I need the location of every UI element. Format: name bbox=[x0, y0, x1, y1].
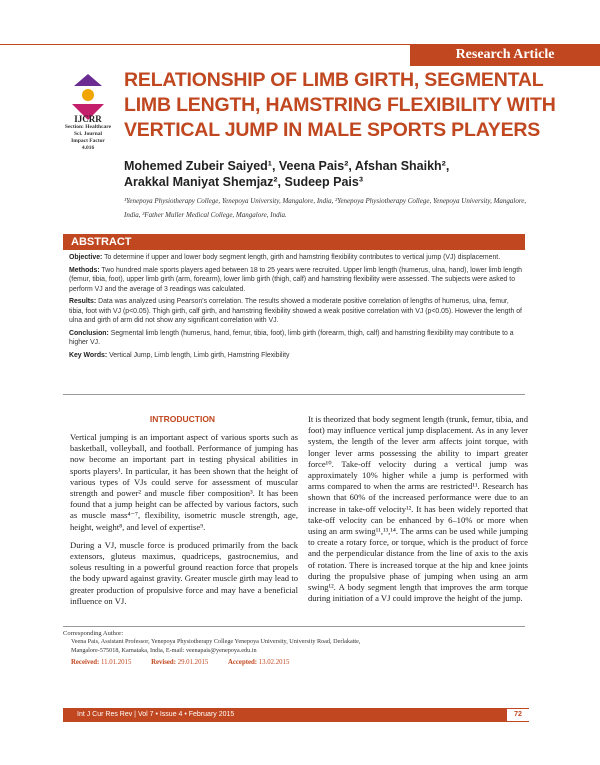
paragraph: During a VJ, muscle force is produced primarily from the back extensors, gluteus maximus, quadriceps, gastrocnemius, and soleus resulting in a powerful ground reaction force that propels the body upward against gravity. Greater muscle girth may lead to greater production of propulsive force and may have a beneficial influence on VJ. bbox=[70, 539, 298, 606]
correspondence-line-2: Mangalore-575018, Karnataka, India, E-mail: veenapais@yenepoya.edu.in bbox=[71, 647, 257, 654]
accepted-label: Accepted: bbox=[227, 659, 258, 666]
abstract-body bbox=[69, 253, 525, 363]
journal-sidebar bbox=[60, 114, 116, 152]
authors-line-2: Arakkal Maniyat Shemjaz², Sudeep Pais³ bbox=[124, 175, 363, 189]
paragraph: It is theorized that body segment length (trunk, femur, tibia, and foot) may influence vertical jump displacement. As in any lever system, the length of the lever arm affects joint torque, with longer lever arms possessing the ability to impart greater force¹⁰. Take-off velocity during a vertical jump was approximately 10% higher while a jump is performed with arms compared to when the arms are restricted¹¹. Research has shown that 60% of the increased performance were due to an increase in take-off velocity¹². It has been widely reported that take-off velocity can be enhanced by 6–10% or more when using an arm swing¹¹,¹³,¹⁴. The arms can be used while jumping to create a rotary force, or torque, which is the product of force and the perpendicular distance from the line of axis to the axis of rotation. There is increased torque at the hip and knee joints during the propulsive phase of jumping when using an arm swing¹². A body segment length that improves the arm torque during initiation of a VJ could improve the height of the jump. bbox=[308, 414, 528, 604]
article-type-badge: Research Article bbox=[410, 44, 600, 66]
abstract-methods: Methods: Two hundred male sports players aged between 18 to 25 years were recruited. Upper limb length (humerus, ulna, hand), lower limb length (femur, tibia, foot), upper limb girth (arm, forearm), lower limb girth (thigh, calf) and hamstring flexibility were assessed. The subjects were asked to perform VJ and the average of 3 readings was calculated. bbox=[69, 266, 522, 293]
article-dates bbox=[63, 659, 525, 666]
affiliations: ¹Yenepoya Physiotherapy College, Yenepoya University, Mangalore, India, ²Yenepoya Physiotherapy College, Yenepoya University, Mangalore, India, ³Father Muller Medical College, Mangalore, India. bbox=[124, 197, 527, 219]
correspondence-line-1: Veena Pais, Assistant Professor, Yenepoya Physiotherapy College Yenepoya University, University Road, Derlakatte, bbox=[71, 638, 361, 645]
journal-abbr: IJCRR bbox=[74, 114, 102, 124]
introduction-heading: INTRODUCTION bbox=[149, 414, 216, 424]
journal-section: Section: Healthcare bbox=[64, 124, 112, 130]
abstract-conclusion: Conclusion: Segmental limb length (humerus, hand, femur, tibia, foot), limb girth (forearm, thigh, calf) and hamstring flexibility may contribute to a higher VJ. bbox=[69, 329, 514, 346]
abstract-divider bbox=[63, 394, 525, 395]
article-title: RELATIONSHIP OF LIMB GIRTH, SEGMENTAL LIMB LENGTH, HAMSTRING FLEXIBILITY WITH VERTICAL JUMP IN MALE SPORTS PLAYERS bbox=[124, 69, 556, 141]
author-list bbox=[124, 158, 574, 190]
abstract-results: Results: Data was analyzed using Pearson's correlation. The results showed a moderate positive correlation of lengths of humerus, ulna, femur, tibia, foot with VJ (p<0.05). Thigh girth, calf girth, and hamstring flexibility showed a weak positive correlation with VJ (p<0.05). However the length of ulna and girth of arm did not show any significant correlation with VJ. bbox=[69, 298, 522, 324]
journal-sci: Sci. Journal bbox=[73, 131, 103, 137]
page-footer bbox=[63, 708, 529, 722]
received-label: Received: bbox=[71, 659, 100, 666]
abstract-keywords: Key Words: Vertical Jump, Limb length, Limb girth, Hamstring Flexibility bbox=[69, 351, 290, 359]
revised-label: Revised: bbox=[151, 659, 176, 666]
received-date: 11.01.2015 bbox=[101, 659, 132, 666]
accepted-date: 13.02.2015 bbox=[258, 659, 290, 666]
impact-value: 4.016 bbox=[81, 145, 95, 151]
correspondence-heading: Corresponding Author: bbox=[63, 630, 124, 637]
abstract-objective: Objective: To determine if upper and lower body segment length, girth and hamstring flexibility contributes to vertical jump (VJ) displacement. bbox=[69, 254, 501, 261]
abstract-heading: ABSTRACT bbox=[63, 234, 525, 250]
paragraph: Vertical jumping is an important aspect of various sports such as basketball, volleyball, and football. Performance of jumping has now become an important part in testing physical abilities in sports players¹. In particular, it has been shown that the height of various types of VJs could serve for assessment of muscular strength and power² and muscle fiber composition³. It has been found that a jump height can be affected by various factors, such as muscle mass⁴⁻⁷, flexibility, isometric muscle strength, age, height, weight⁸, and level of expertise⁹. bbox=[70, 432, 298, 532]
revised-date: 29.01.2015 bbox=[177, 659, 209, 666]
correspondence-block bbox=[63, 626, 525, 666]
authors-line-1: Mohemed Zubeir Saiyed¹, Veena Pais², Afshan Shaikh², bbox=[124, 159, 450, 173]
body-column-left bbox=[70, 432, 298, 614]
body-column-right bbox=[308, 414, 528, 611]
journal-citation: Int J Cur Res Rev | Vol 7 • Issue 4 • February 2015 bbox=[77, 711, 235, 718]
impact-label: Impact Factor bbox=[71, 138, 105, 144]
page-number: 72 bbox=[507, 709, 529, 721]
